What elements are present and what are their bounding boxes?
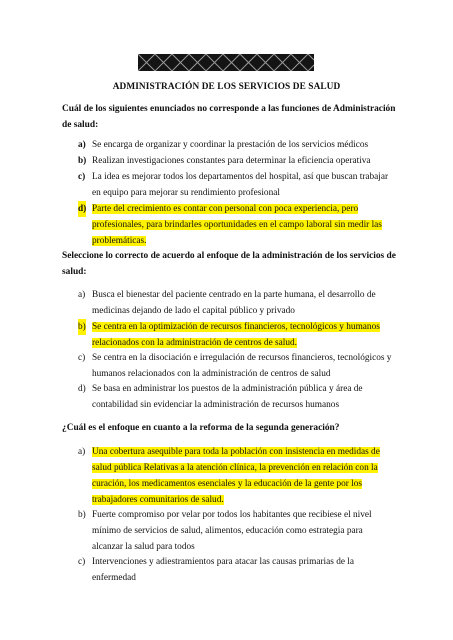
option-letter: d) bbox=[78, 201, 86, 217]
option-line-highlighted: trabajadores comunitarios de salud. bbox=[92, 495, 224, 505]
option-line: mínimo de servicios de salud, alimentos, educación como estrategia para bbox=[92, 526, 363, 536]
decorative-banner bbox=[138, 54, 314, 71]
option-line: en equipo para mejorar su rendimiento profesional bbox=[92, 188, 280, 198]
option-line: Fuerte compromiso por velar por todos los habitantes que recibiese el nivel bbox=[92, 510, 372, 520]
question-line: Cuál de los siguientes enunciados no corresponde a las funciones de Administración bbox=[62, 104, 396, 114]
option-line: Se basa en administrar los puestos de la administración pública y área de bbox=[92, 384, 363, 394]
option-line-highlighted: Una cobertura asequible para toda la población con insistencia en medidas de bbox=[92, 447, 380, 457]
option-line: Realizan investigaciones constantes para determinar la eficiencia operativa bbox=[92, 156, 371, 166]
option-line-highlighted: Parte del crecimiento es contar con personal con poca experiencia, pero bbox=[92, 204, 359, 214]
option-line-highlighted: Se centra en la optimización de recursos financieros, tecnológicos y humanos bbox=[92, 322, 380, 332]
option-letter: c) bbox=[78, 172, 86, 182]
x-pattern-icon bbox=[138, 54, 314, 71]
question-2-prompt bbox=[62, 248, 396, 280]
option-line: La idea es mejorar todos los departamentos del hospital, así que buscan trabajar bbox=[92, 172, 389, 182]
option-line: Busca el bienestar del paciente centrado en la parte humana, el desarrollo de bbox=[92, 290, 376, 300]
option-line: contabilidad sin evidenciar la administración de recursos humanos bbox=[92, 400, 340, 410]
question-1-prompt bbox=[62, 101, 396, 133]
option-letter: c) bbox=[78, 557, 86, 567]
question-line: ¿Cuál es el enfoque en cuanto a la reforma de la segunda generación? bbox=[62, 423, 340, 433]
option-letter: d) bbox=[78, 384, 86, 394]
option-line-highlighted: profesionales, para brindarles oportunidades en el campo laboral sin medir las bbox=[92, 220, 382, 230]
option-line: alcanzar la salud para todos bbox=[92, 542, 195, 552]
option-line-highlighted: problemáticas. bbox=[92, 236, 147, 246]
question-line: de salud: bbox=[62, 120, 99, 130]
option-letter: a) bbox=[78, 290, 86, 300]
option-line-highlighted: salud pública Relativas a la atención clínica, la prevención en relación con la bbox=[92, 463, 378, 473]
option-letter: b) bbox=[78, 319, 86, 335]
option-line-highlighted: curación, los medicamentos esenciales y la educación de la gente por los bbox=[92, 479, 363, 489]
option-line-highlighted: relacionados con la administración de centros de salud. bbox=[92, 338, 297, 348]
option-letter: b) bbox=[78, 156, 87, 166]
question-line: salud: bbox=[62, 267, 87, 277]
question-3-prompt bbox=[62, 420, 392, 436]
option-line: Intervenciones y adiestramientos para atacar las causas primarias de la bbox=[92, 557, 355, 567]
option-letter: c) bbox=[78, 353, 86, 363]
option-letter: a) bbox=[78, 447, 86, 457]
option-line: Se encarga de organizar y coordinar la prestación de los servicios médicos bbox=[92, 140, 369, 150]
option-line: medicinas dejando de lado el capital público y privado bbox=[92, 306, 295, 316]
option-line: Se centra en la disociación e irregulación de recursos financieros, tecnológicos y bbox=[92, 353, 392, 363]
option-line: humanos relacionados con la administración de centros de salud bbox=[92, 369, 331, 379]
option-letter: a) bbox=[78, 140, 86, 150]
option-line: enfermedad bbox=[92, 573, 136, 583]
question-line: Seleccione lo correcto de acuerdo al enfoque de la administración de los servicios de bbox=[62, 251, 396, 261]
page-title: ADMINISTRACIÓN DE LOS SERVICIOS DE SALUD bbox=[112, 82, 341, 92]
option-letter: b) bbox=[78, 510, 86, 520]
